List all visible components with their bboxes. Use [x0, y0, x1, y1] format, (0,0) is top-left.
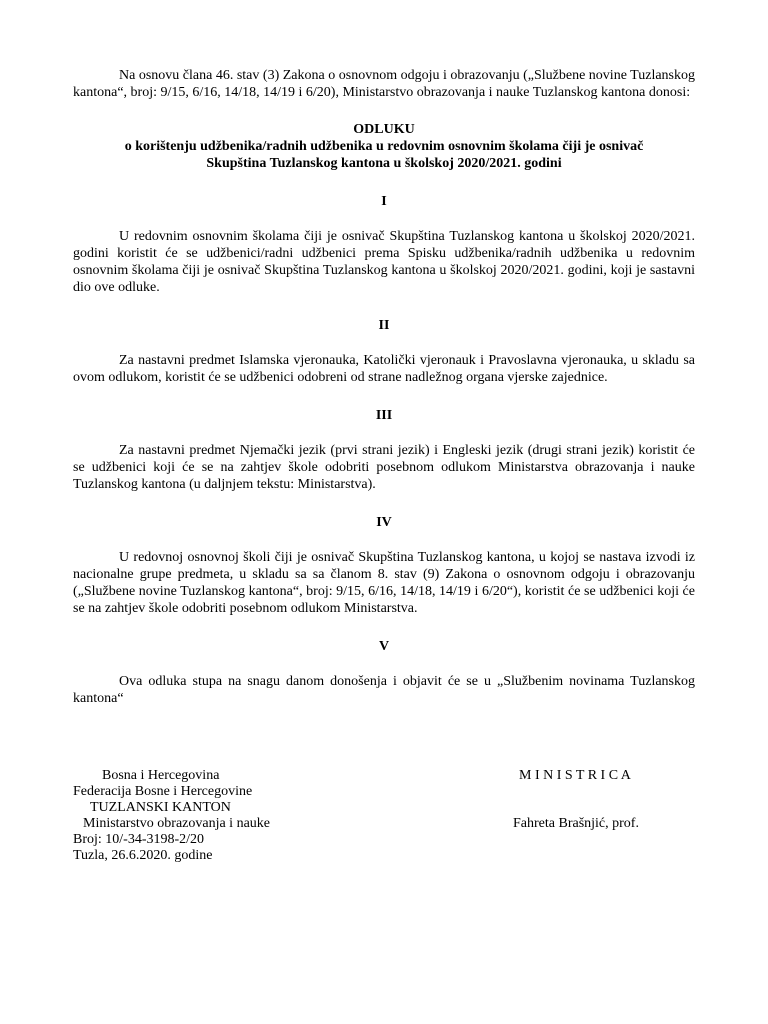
title-heading: ODLUKU	[353, 122, 415, 137]
section-number-3: III	[375, 408, 393, 423]
section-text-2: Za nastavni predmet Islamska vjeronauka, Katolički vjeronauk i Pravoslavna vjeronauka, u skladu sa ovom odlukom, koristit će se udžbenici odobreni od strane nadležnog organa vjerske zajednice.	[73, 353, 695, 385]
issuer-block	[73, 768, 313, 864]
issuer-canton: TUZLANSKI KANTON	[90, 800, 231, 815]
section-number-5: V	[378, 639, 390, 654]
signatory-role: M I N I S T R I C A	[519, 768, 631, 783]
preamble-paragraph: Na osnovu člana 46. stav (3) Zakona o osnovnom odgoju i obrazovanju („Službene novine Tuzlanskog kantona“, broj: 9/15, 6/16, 14/18, 14/19 i 6/20), Ministarstvo obrazovanja i nauke Tuzlanskog kantona donosi:	[73, 68, 695, 100]
document-number: Broj: 10/-34-3198-2/20	[73, 832, 205, 847]
issuer-country: Bosna i Hercegovina	[102, 768, 220, 783]
document-body	[73, 67, 695, 707]
document-place-date: Tuzla, 26.6.2020. godine	[73, 848, 213, 863]
section-text-3: Za nastavni predmet Njemački jezik (prvi strani jezik) i Engleski jezik (drugi strani jezik) koristit će se udžbenici koji će se na zahtjev škole odobriti posebnom odlukom Ministarstva obrazovanja i nauke Tuzlanskog kantona (u daljnjem tekstu: Ministarstva).	[73, 443, 695, 492]
section-text-1: U redovnim osnovnim školama čiji je osnivač Skupština Tuzlanskog kantona u školskoj 2020/2021. godini koristit će se udžbenici/radni udžbenici prema Spisku udžbenika/radnih udžbenika u redovnim osnovnim školama čiji je osnivač Skupština Tuzlanskog kantona u školskoj 2020/2021. godini, koji je sastavni dio ove odluke.	[73, 229, 695, 295]
issuer-federation: Federacija Bosne i Hercegovine	[73, 784, 253, 799]
section-number-4: IV	[376, 515, 392, 530]
decision-title	[73, 121, 695, 172]
title-line-2: Skupština Tuzlanskog kantona u školskoj 2020/2021. godini	[206, 156, 562, 171]
section-number-1: I	[381, 194, 387, 209]
title-line-1: o korištenju udžbenika/radnih udžbenika u redovnim osnovnim školama čiji je osnivač	[124, 139, 644, 154]
section-text-5: Ova odluka stupa na snagu danom donošenja i objavit će se u „Službenim novinama Tuzlanskog kantona“	[73, 674, 695, 706]
issuer-ministry: Ministarstvo obrazovanja i nauke	[83, 816, 271, 831]
signatory-name: Fahreta Brašnjić, prof.	[513, 816, 639, 831]
section-text-4: U redovnoj osnovnoj školi čiji je osnivač Skupština Tuzlanskog kantona, u kojoj se nastava izvodi iz nacionalne grupe predmeta, u skladu sa sa članom 8. stav (9) Zakona o osnovnom odgoju i obrazovanju („Službene novine Tuzlanskog kantona“, broj: 9/15, 6/16, 14/18, 14/19 i 6/20“), koristit će se udžbenici koji će se na zahtjev škole odobriti posebnom odlukom Ministarstva.	[73, 550, 695, 616]
section-number-2: II	[378, 318, 390, 333]
signatory-block	[513, 768, 693, 832]
